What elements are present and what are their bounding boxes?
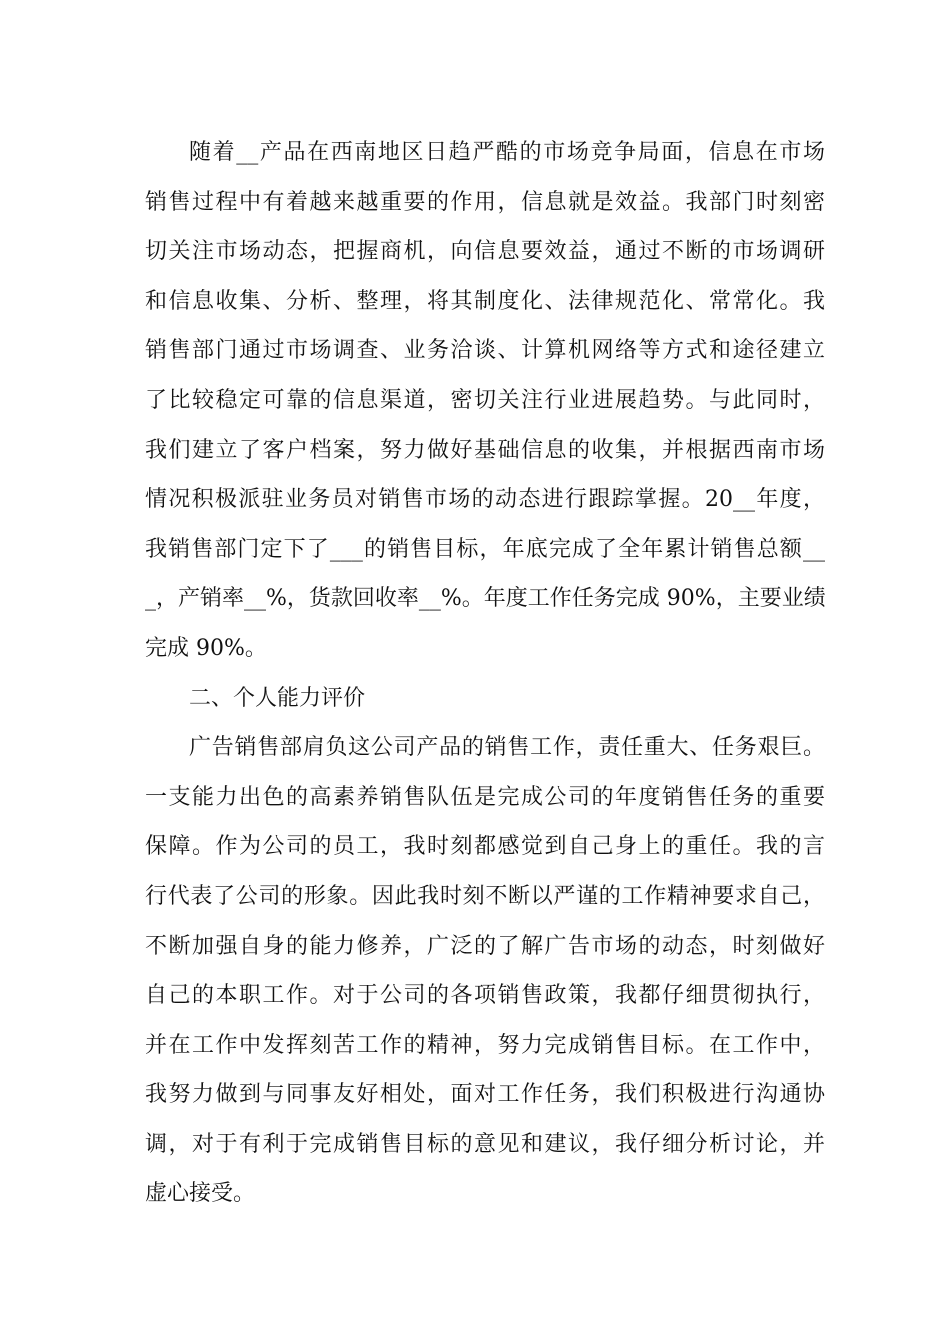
paragraph-line: 虚心接受。 bbox=[145, 1181, 256, 1207]
paragraph-line: 情况积极派驻业务员对销售市场的动态进行跟踪掌握。20__年度， bbox=[145, 487, 825, 513]
paragraph-line: 了比较稳定可靠的信息渠道，密切关注行业进展趋势。与此同时， bbox=[145, 387, 825, 413]
paragraph-line: 销售过程中有着越来越重要的作用，信息就是效益。我部门时刻密 bbox=[145, 189, 825, 215]
section-heading: 二、个人能力评价 bbox=[189, 685, 366, 711]
paragraph-line: 行代表了公司的形象。因此我时刻不断以严谨的工作精神要求自己， bbox=[145, 883, 825, 909]
paragraph-line: 我们建立了客户档案，努力做好基础信息的收集，并根据西南市场 bbox=[145, 437, 825, 463]
paragraph-line: 随着__产品在西南地区日趋严酷的市场竞争局面，信息在市场 bbox=[189, 140, 825, 165]
paragraph-personal-ability bbox=[145, 723, 825, 1219]
paragraph-line: 销售部门通过市场调查、业务洽谈、计算机网络等方式和途径建立 bbox=[145, 338, 825, 364]
paragraph-line: 自己的本职工作。对于公司的各项销售政策，我都仔细贯彻执行， bbox=[145, 983, 825, 1009]
paragraph-line: 保障。作为公司的员工，我时刻都感觉到自己身上的重任。我的言 bbox=[145, 834, 825, 860]
paragraph-line: 我努力做到与同事友好相处，面对工作任务，我们积极进行沟通协 bbox=[145, 1082, 825, 1108]
paragraph-line: 调，对于有利于完成销售目标的意见和建议，我仔细分析讨论，并 bbox=[145, 1131, 825, 1157]
paragraph-market-info bbox=[145, 128, 825, 674]
paragraph-line: 并在工作中发挥刻苦工作的精神，努力完成销售目标。在工作中， bbox=[145, 1032, 825, 1058]
paragraph-line: 切关注市场动态，把握商机，向信息要效益，通过不断的市场调研 bbox=[145, 239, 825, 265]
paragraph-line: 广告销售部肩负这公司产品的销售工作，责任重大、任务艰巨。 bbox=[189, 735, 825, 761]
document-body bbox=[145, 128, 825, 1219]
paragraph-line: 我销售部门定下了___的销售目标，年底完成了全年累计销售总额__ bbox=[145, 536, 825, 562]
paragraph-line: 一支能力出色的高素养销售队伍是完成公司的年度销售任务的重要 bbox=[145, 784, 825, 810]
paragraph-line: 不断加强自身的能力修养，广泛的了解广告市场的动态，时刻做好 bbox=[145, 933, 825, 959]
paragraph-line: 完成 90%。 bbox=[145, 635, 267, 661]
paragraph-line: _，产销率__%，货款回收率__%。年度工作任务完成 90%，主要业绩 bbox=[145, 586, 826, 612]
paragraph-line: 和信息收集、分析、整理，将其制度化、法律规范化、常常化。我 bbox=[145, 288, 825, 314]
